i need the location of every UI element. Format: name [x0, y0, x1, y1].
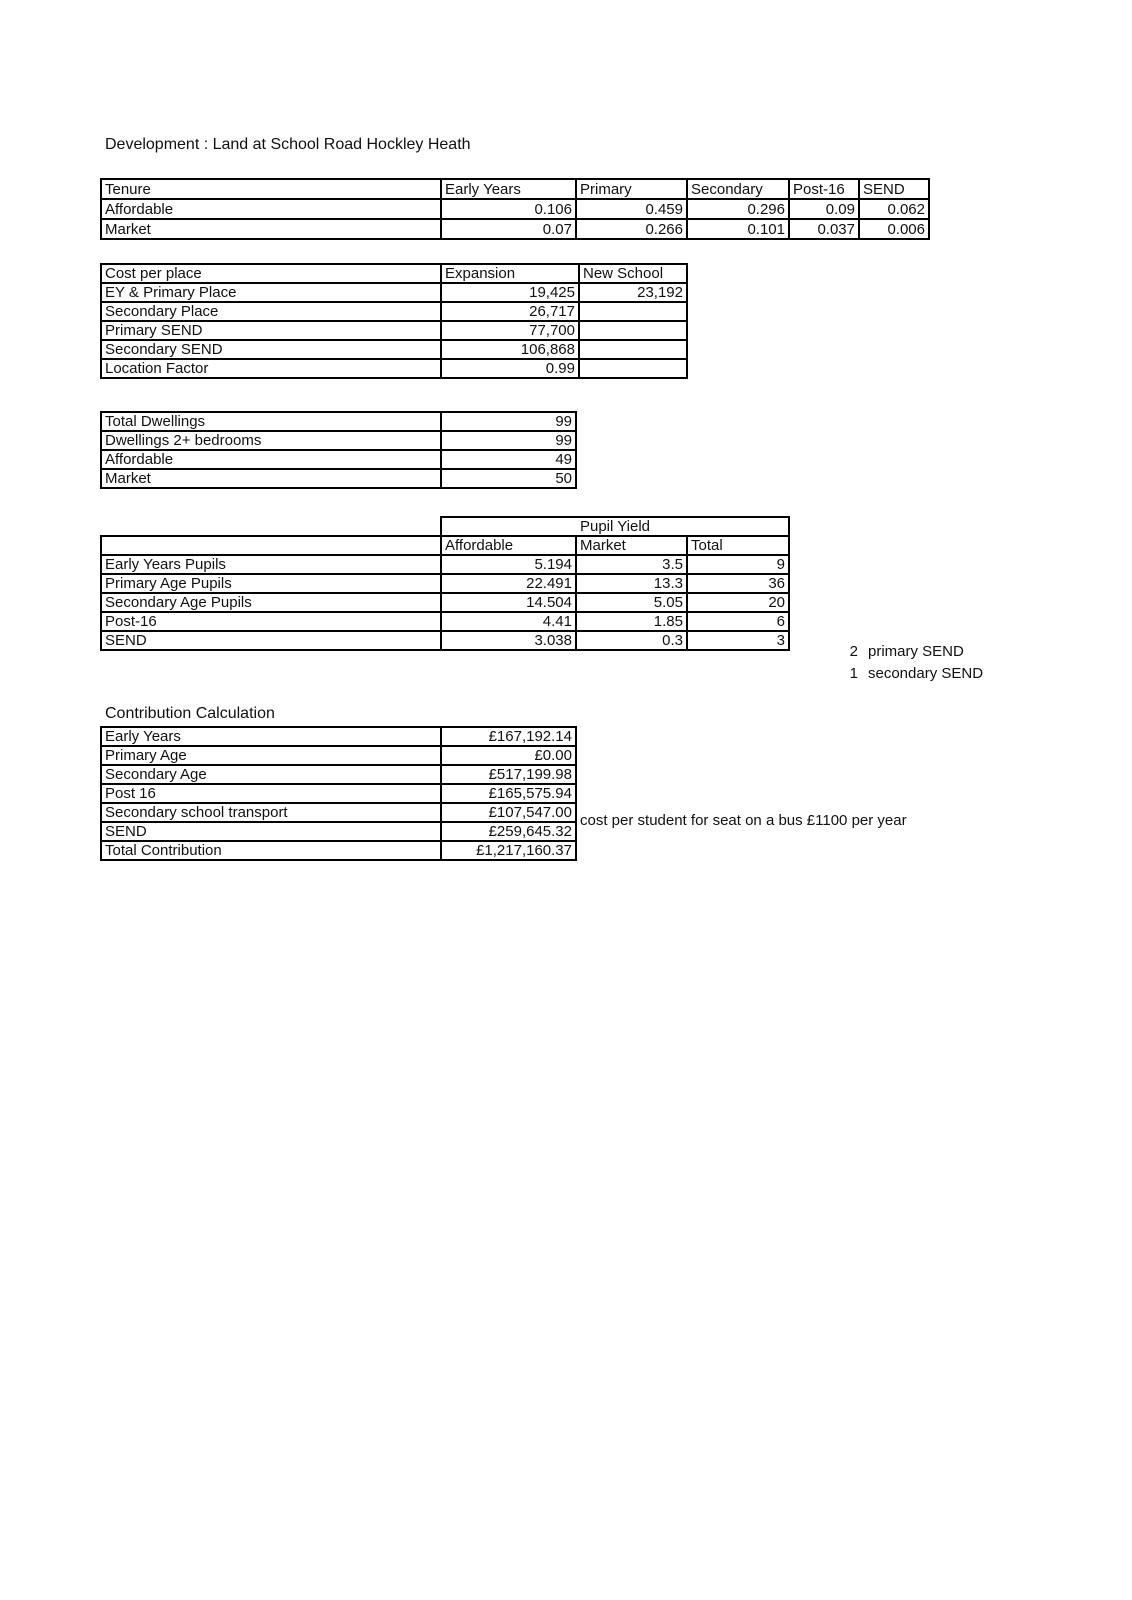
table-row — [101, 340, 687, 359]
cell-value: 3.5 — [576, 555, 687, 574]
table-row — [101, 219, 929, 239]
row-label: Total Contribution — [101, 841, 441, 860]
row-label: Secondary Age — [101, 765, 441, 784]
cell-value — [579, 321, 687, 340]
note-text: primary SEND — [868, 643, 964, 660]
cell-value: 0.062 — [859, 199, 929, 219]
cell-value — [579, 359, 687, 378]
cell-value: 4.41 — [441, 612, 576, 631]
cell-value: £0.00 — [441, 746, 576, 765]
cell-value: 99 — [441, 412, 576, 431]
cell-value: 49 — [441, 450, 576, 469]
cost-header-row — [101, 264, 687, 283]
row-label: Market — [101, 469, 441, 488]
table-row — [101, 612, 789, 631]
pupil-yield-title: Pupil Yield — [441, 517, 789, 536]
send-note-secondary — [846, 665, 983, 682]
tenure-table — [100, 178, 930, 240]
tenure-header-cell: Secondary — [687, 179, 789, 199]
tenure-header-cell: SEND — [859, 179, 929, 199]
row-label: Secondary Place — [101, 302, 441, 321]
row-label: Secondary Age Pupils — [101, 593, 441, 612]
cell-value: 14.504 — [441, 593, 576, 612]
row-label: Market — [101, 219, 441, 239]
cell-value: 0.07 — [441, 219, 576, 239]
cell-value: 20 — [687, 593, 789, 612]
table-row — [101, 727, 576, 746]
cell-value — [579, 340, 687, 359]
cell-value: 77,700 — [441, 321, 579, 340]
table-row — [101, 746, 576, 765]
cell-value: £259,645.32 — [441, 822, 576, 841]
table-row — [101, 784, 576, 803]
cell-value: 0.3 — [576, 631, 687, 650]
tenure-header-cell: Early Years — [441, 179, 576, 199]
cell-value: £107,547.00 — [441, 803, 576, 822]
cell-value: 9 — [687, 555, 789, 574]
cell-value: 3 — [687, 631, 789, 650]
row-label: EY & Primary Place — [101, 283, 441, 302]
row-label: Affordable — [101, 450, 441, 469]
contribution-table — [100, 726, 577, 861]
page-title: Development : Land at School Road Hockley Heath — [105, 136, 471, 153]
cell-value: 0.09 — [789, 199, 859, 219]
cell-value: 26,717 — [441, 302, 579, 321]
cell-value: 5.194 — [441, 555, 576, 574]
table-row — [101, 283, 687, 302]
tenure-header-cell: Primary — [576, 179, 687, 199]
row-label: Early Years — [101, 727, 441, 746]
transport-cost-note: cost per student for seat on a bus £1100 per year — [580, 812, 907, 829]
cell-value: 50 — [441, 469, 576, 488]
table-row — [101, 841, 576, 860]
cell-value: £165,575.94 — [441, 784, 576, 803]
row-label: SEND — [101, 822, 441, 841]
cell-value — [579, 302, 687, 321]
cell-value: £517,199.98 — [441, 765, 576, 784]
table-row — [101, 431, 576, 450]
dwellings-table — [100, 411, 577, 489]
cell-value: 36 — [687, 574, 789, 593]
table-row — [101, 412, 576, 431]
table-row — [101, 469, 576, 488]
cell-value: 23,192 — [579, 283, 687, 302]
cell-value: 0.99 — [441, 359, 579, 378]
table-row — [101, 321, 687, 340]
row-label: SEND — [101, 631, 441, 650]
cell-value: 0.106 — [441, 199, 576, 219]
cell-value: 0.101 — [687, 219, 789, 239]
cell-value: 13.3 — [576, 574, 687, 593]
tenure-header-cell: Tenure — [101, 179, 441, 199]
table-row — [101, 593, 789, 612]
table-row — [101, 555, 789, 574]
cell-value: 19,425 — [441, 283, 579, 302]
cell-value: 5.05 — [576, 593, 687, 612]
cost-header-cell: Expansion — [441, 264, 579, 283]
spacer-cell — [101, 517, 441, 536]
table-row — [101, 631, 789, 650]
row-label: Secondary school transport — [101, 803, 441, 822]
row-label: Primary Age Pupils — [101, 574, 441, 593]
pupil-yield-table — [100, 516, 790, 651]
row-label: Location Factor — [101, 359, 441, 378]
row-label: Post-16 — [101, 612, 441, 631]
cost-header-cell: New School — [579, 264, 687, 283]
table-row — [101, 803, 576, 822]
note-count: 2 — [849, 643, 858, 660]
pupil-yield-header-row — [101, 536, 789, 555]
cell-value: 0.266 — [576, 219, 687, 239]
cell-value: 22.491 — [441, 574, 576, 593]
cell-value: 106,868 — [441, 340, 579, 359]
tenure-header-cell: Post-16 — [789, 179, 859, 199]
note-text: secondary SEND — [868, 665, 984, 682]
note-count: 1 — [849, 665, 858, 682]
contribution-section-title: Contribution Calculation — [105, 705, 275, 722]
row-label: Early Years Pupils — [101, 555, 441, 574]
cell-value: 3.038 — [441, 631, 576, 650]
table-row — [101, 765, 576, 784]
row-label: Post 16 — [101, 784, 441, 803]
cell-value: 0.037 — [789, 219, 859, 239]
tenure-header-row — [101, 179, 929, 199]
cell-value: 1.85 — [576, 612, 687, 631]
cell-value: 0.459 — [576, 199, 687, 219]
empty-header-cell — [101, 536, 441, 555]
table-row — [101, 450, 576, 469]
row-label: Total Dwellings — [101, 412, 441, 431]
cell-value: 99 — [441, 431, 576, 450]
table-row — [101, 822, 576, 841]
row-label: Primary Age — [101, 746, 441, 765]
table-row — [101, 199, 929, 219]
cell-value: 6 — [687, 612, 789, 631]
table-row — [101, 574, 789, 593]
send-note-primary — [846, 643, 964, 660]
pupil-yield-header-cell: Market — [576, 536, 687, 555]
row-label: Secondary SEND — [101, 340, 441, 359]
cell-value: 0.006 — [859, 219, 929, 239]
cell-value: £1,217,160.37 — [441, 841, 576, 860]
table-row — [101, 359, 687, 378]
cost-per-place-table — [100, 263, 688, 379]
cost-header-cell: Cost per place — [101, 264, 441, 283]
row-label: Primary SEND — [101, 321, 441, 340]
row-label: Dwellings 2+ bedrooms — [101, 431, 441, 450]
pupil-yield-header-cell: Total — [687, 536, 789, 555]
row-label: Affordable — [101, 199, 441, 219]
pupil-yield-title-row — [101, 517, 789, 536]
table-row — [101, 302, 687, 321]
cell-value: £167,192.14 — [441, 727, 576, 746]
cell-value: 0.296 — [687, 199, 789, 219]
pupil-yield-header-cell: Affordable — [441, 536, 576, 555]
